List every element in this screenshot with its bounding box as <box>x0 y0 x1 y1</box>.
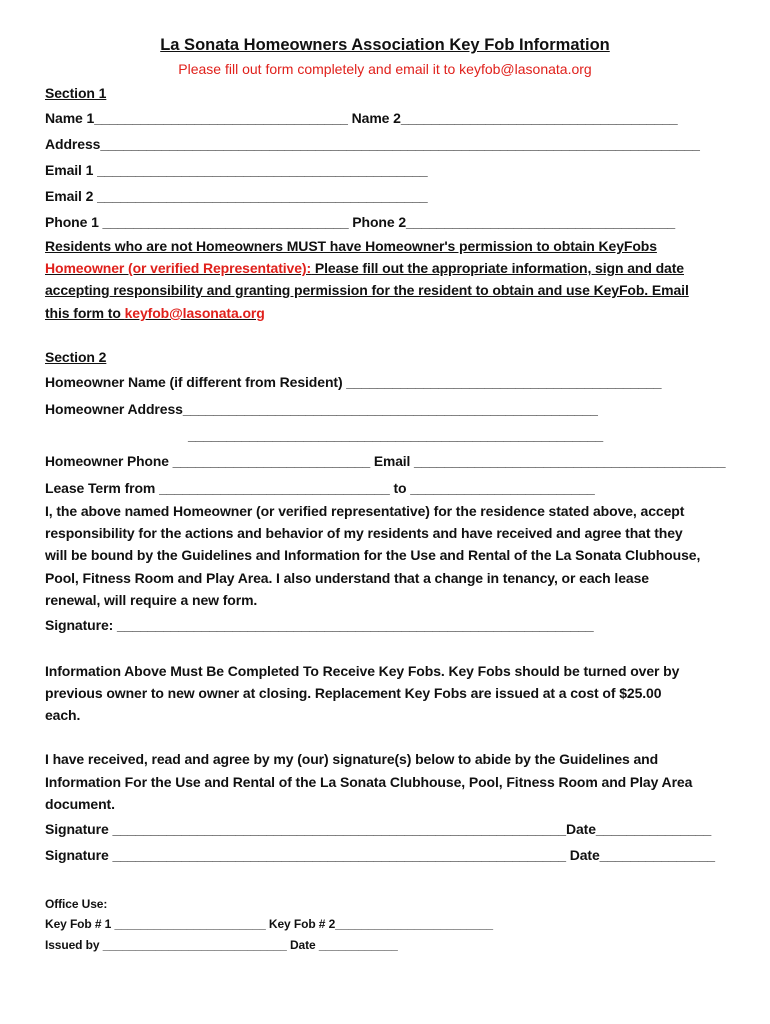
statement-line: will be bound by the Guidelines and Information for the Use and Rental of the La Sonata Clubhouse, <box>45 547 701 563</box>
homeowner-name-line[interactable]: Homeowner Name (if different from Resident) _________________________________________ <box>45 374 662 390</box>
email2-field-line[interactable]: Email 2 ___________________________________________ <box>45 188 428 204</box>
instructions-line-3-text: this form to <box>45 305 125 321</box>
instructions-line-3 <box>45 304 265 322</box>
info-line: each. <box>45 707 81 723</box>
keyfob-email-link[interactable]: keyfob@lasonata.org <box>124 305 265 321</box>
agreement-line: I have received, read and agree by my (our) signature(s) below to abide by the Guidelines and <box>45 751 659 767</box>
residents-notice: Residents who are not Homeowners MUST have Homeowner's permission to obtain KeyFobs <box>45 238 657 254</box>
name-fields-line[interactable]: Name 1_________________________________ Name 2____________________________________ <box>45 110 678 126</box>
homeowner-signature-line[interactable]: Signature: ______________________________________________________________ <box>45 617 594 633</box>
phone-fields-line[interactable]: Phone 1 ________________________________ Phone 2___________________________________ <box>45 214 676 230</box>
instructions-line-1-text: Please fill out the appropriate information, sign and date <box>311 260 684 276</box>
statement-line: Pool, Fitness Room and Play Area. I also understand that a change in tenancy, or each lease <box>45 570 649 586</box>
agreement-line: Information For the Use and Rental of the La Sonata Clubhouse, Pool, Fitness Room and Play Area <box>45 774 693 790</box>
instructions-line-2: accepting responsibility and granting permission for the resident to obtain and use KeyFob. Email <box>45 282 689 298</box>
office-use-heading: Office Use: <box>45 897 108 911</box>
statement-line: renewal, will require a new form. <box>45 592 258 608</box>
signature-date-line-2[interactable]: Signature ___________________________________________________________ Date_______________ <box>45 847 715 863</box>
section2-heading: Section 2 <box>45 349 107 365</box>
agreement-line: document. <box>45 796 115 812</box>
keyfob-numbers-line[interactable]: Key Fob # 1 _______________________ Key Fob # 2________________________ <box>45 917 493 931</box>
email1-field-line[interactable]: Email 1 ___________________________________________ <box>45 162 428 178</box>
statement-line: I, the above named Homeowner (or verified representative) for the residence stated above, accept <box>45 503 685 519</box>
homeowner-address-line-2[interactable]: ______________________________________________________ <box>188 427 604 443</box>
signature-date-line-1[interactable]: Signature ___________________________________________________________Date_______________ <box>45 821 712 837</box>
homeowner-address-line[interactable]: Homeowner Address______________________________________________________ <box>45 401 598 417</box>
section1-heading: Section 1 <box>45 85 107 101</box>
instructions-line-1 <box>45 259 684 277</box>
info-line: previous owner to new owner at closing. Replacement Key Fobs are issued at a cost of $25.00 <box>45 685 662 701</box>
info-line: Information Above Must Be Completed To Receive Key Fobs. Key Fobs should be turned over by <box>45 663 680 679</box>
statement-line: responsibility for the actions and behavior of my residents and have received and agree that they <box>45 525 683 541</box>
homeowner-label: Homeowner (or verified Representative): <box>45 260 312 276</box>
lease-term-line[interactable]: Lease Term from ______________________________ to ________________________ <box>45 480 595 496</box>
homeowner-phone-email-line[interactable]: Homeowner Phone __________________________ Email _________________________________________ <box>45 453 726 469</box>
address-field-line[interactable]: Address______________________________________________________________________________ <box>45 136 700 152</box>
issued-by-line[interactable]: Issued by ____________________________ Date ____________ <box>45 938 398 952</box>
form-title: La Sonata Homeowners Association Key Fob Information <box>160 36 610 54</box>
form-subtitle: Please fill out form completely and email it to keyfob@lasonata.org <box>178 61 592 77</box>
